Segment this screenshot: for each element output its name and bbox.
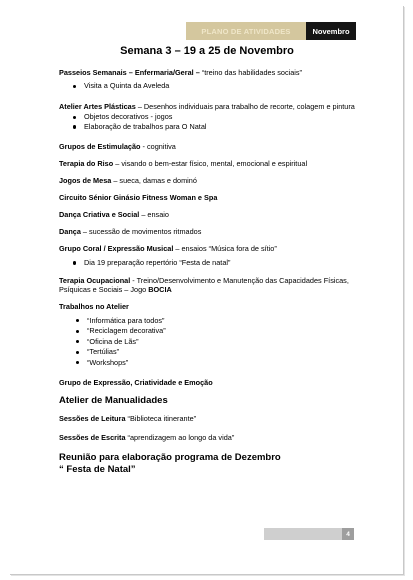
section-circuito (59, 193, 355, 202)
reuniao-line1: Reunião para elaboração programa de Dezembro (59, 451, 281, 463)
passeios-detail: “treino das habilidades sociais” (199, 68, 302, 77)
header-month: Novembro (306, 22, 356, 40)
trabalhos-atelier-title: Trabalhos no Atelier (59, 301, 129, 311)
jogos-mesa-title: Jogos de Mesa (59, 175, 112, 185)
bullet-icon (73, 125, 76, 128)
bullet-icon (73, 85, 76, 88)
page-number: 4 (342, 528, 354, 540)
danca-detail: – sucessão de movimentos ritmados (80, 226, 202, 236)
bullet-icon (76, 351, 79, 354)
terapia-ocupacional-bocia: BOCIA (148, 284, 172, 294)
header-plan-label: PLANO DE ATIVIDADES (186, 22, 306, 40)
section-grupo-coral (59, 244, 355, 268)
grupos-estimulacao-detail: - cognitiva (140, 141, 176, 151)
terapia-ocupacional-title: Terapia Ocupacional (59, 275, 131, 285)
list-item: Visita a Quinta da Aveleda (84, 82, 355, 91)
section-danca-criativa (59, 210, 355, 219)
danca-criativa-detail: – ensaio (139, 209, 169, 219)
terapia-riso-detail: – visando o bem-estar físico, mental, emocional e espiritual (113, 158, 308, 168)
section-grupo-expressao (59, 378, 355, 387)
bullet-icon (73, 116, 76, 119)
terapia-ocupacional-detail: - Treino/Desenvolvimento e Manutenção das Capacidades Físicas, Psíquicas e Sociais – Jogo (59, 275, 349, 294)
grupo-coral-detail: – ensaios “Música fora de sítio” (173, 243, 277, 253)
list-item: “Tertúlias” (87, 348, 355, 357)
document-body (59, 44, 355, 483)
section-jogos-mesa (59, 176, 355, 185)
circuito-title: Circuito Sénior Ginásio Fitness Woman e Spa (59, 192, 218, 202)
bullet-icon (76, 319, 79, 322)
week-title: Semana 3 – 19 a 25 de Novembro (120, 45, 294, 57)
section-terapia-ocupacional (59, 276, 355, 294)
document-header (186, 22, 356, 40)
atelier-artes-detail: – Desenhos individuais para trabalho de recorte, colagem e pintura (135, 101, 355, 111)
list-item: Objetos decorativos - jogos (84, 113, 355, 122)
danca-title: Dança (59, 226, 81, 236)
list-item: “Reciclagem decorativa” (87, 327, 355, 336)
passeios-title: Passeios Semanais – Enfermaria/Geral – (59, 68, 200, 77)
section-sessoes-leitura (59, 414, 355, 423)
sessoes-escrita-title: Sessões de Escrita (59, 432, 126, 442)
footer-bar (264, 528, 354, 540)
atelier-manualidades-title: Atelier de Manualidades (59, 394, 168, 406)
sessoes-escrita-detail: “aprendizagem ao longo da vida” (125, 432, 235, 442)
reuniao-line2: “ Festa de Natal” (59, 463, 136, 475)
list-item: Elaboração de trabalhos para O Natal (84, 123, 355, 132)
terapia-riso-title: Terapia do Riso (59, 158, 114, 168)
sessoes-leitura-title: Sessões de Leitura (59, 413, 126, 423)
section-terapia-riso (59, 159, 355, 168)
bullet-icon (73, 261, 76, 264)
list-item: Dia 19 preparação repertório “Festa de natal” (84, 259, 355, 268)
bullet-icon (76, 361, 79, 364)
danca-criativa-title: Dança Criativa e Social (59, 209, 140, 219)
grupo-coral-title: Grupo Coral / Expressão Musical (59, 243, 174, 253)
bullet-icon (76, 330, 79, 333)
section-sessoes-escrita (59, 433, 355, 442)
section-grupos-estimulacao (59, 142, 355, 151)
list-item: “Workshops” (87, 359, 355, 368)
bullet-icon (76, 340, 79, 343)
sessoes-leitura-detail: “Biblioteca itinerante” (125, 413, 197, 423)
jogos-mesa-detail: – sueca, damas e dominó (111, 175, 197, 185)
list-item: “Oficina de Lãs” (87, 338, 355, 347)
atelier-artes-title: Atelier Artes Plásticas (59, 101, 136, 111)
grupo-expressao-title: Grupo de Expressão, Criatividade e Emoção (59, 377, 213, 387)
section-trabalhos-atelier (59, 302, 355, 368)
section-atelier-artes (59, 102, 355, 132)
section-passeios (59, 68, 355, 91)
section-reuniao (59, 452, 355, 475)
section-atelier-manualidades (59, 395, 355, 406)
section-danca (59, 227, 355, 236)
grupos-estimulacao-title: Grupos de Estimulação (59, 141, 141, 151)
list-item: “Informática para todos” (87, 317, 355, 326)
